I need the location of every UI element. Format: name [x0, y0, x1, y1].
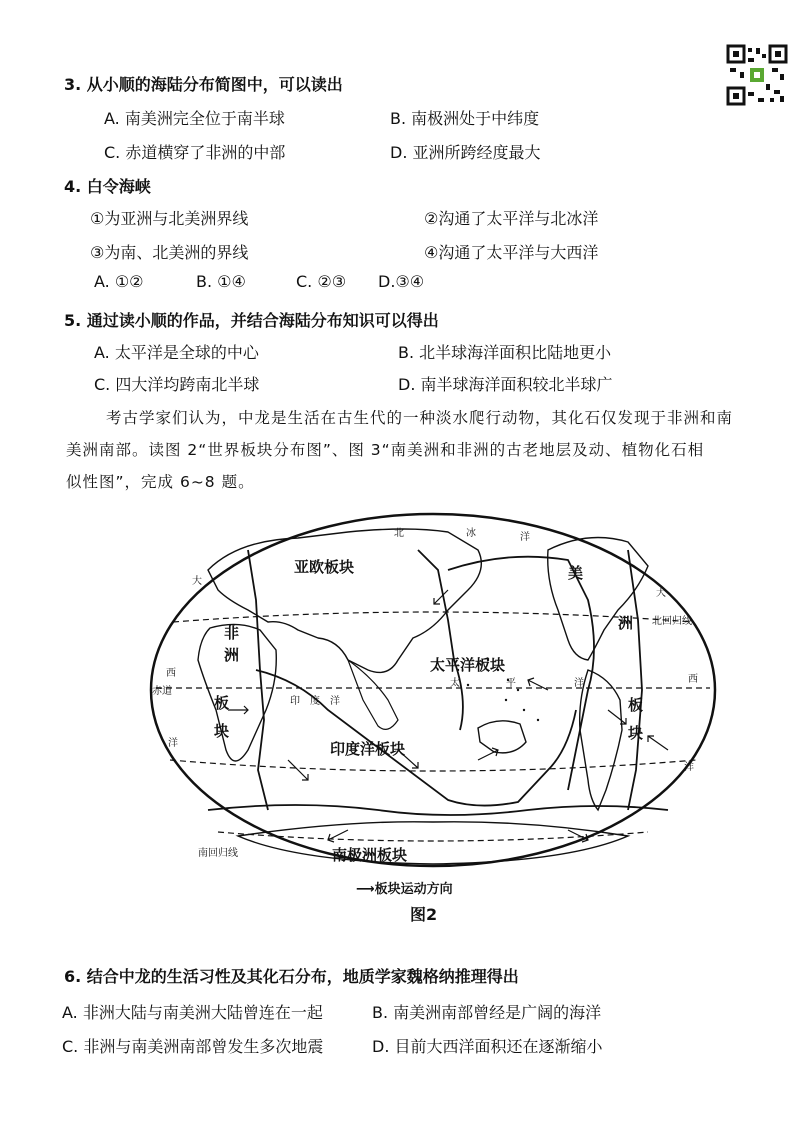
- passage: [66, 402, 766, 498]
- pacific-plate-label: 太平洋板块: [430, 656, 506, 674]
- american-plate-label-3: 板: [628, 696, 644, 714]
- atlantic-label-yang-left: 洋: [168, 738, 178, 749]
- indian-ocean-label-2: 度: [310, 696, 320, 707]
- question-5-option-c: C. 四大洋均跨南北半球: [94, 375, 260, 394]
- atlantic-label-da-left: 大: [192, 576, 202, 587]
- arctic-label-bing: 冰: [466, 528, 476, 539]
- antarctic-plate-label: 南极洲板块: [332, 846, 408, 864]
- american-plate-label-1: 美: [568, 564, 584, 582]
- question-3-option-c: C. 赤道横穿了非洲的中部: [104, 143, 286, 162]
- question-4-statement-2: ②沟通了太平洋与北冰洋: [424, 209, 599, 228]
- passage-line-2: 美洲南部。读图 2“世界板块分布图”、图 3“南美洲和非洲的古老地层及动、植物化石相: [66, 441, 705, 459]
- pacific-label-ping: 平: [506, 678, 516, 689]
- indian-plate-label: 印度洋板块: [330, 740, 406, 758]
- question-4-option-a: A. ①②: [94, 272, 144, 291]
- legend-text: 板块运动方向: [374, 882, 453, 897]
- indian-ocean-label-3: 洋: [330, 696, 340, 707]
- indian-ocean-label-1: 印: [290, 696, 300, 707]
- question-4-statement-1: ①为亚洲与北美洲界线: [90, 209, 249, 228]
- equator-label: 赤道: [152, 686, 172, 697]
- question-4-option-d: D.③④: [378, 272, 425, 291]
- question-5-stem: 5. 通过读小顺的作品，并结合海陆分布知识可以得出: [64, 311, 439, 330]
- atlantic-label-xi-left: 西: [166, 668, 176, 679]
- american-plate-label-4: 块: [628, 724, 644, 742]
- question-6-option-b: B. 南美洲南部曾经是广阔的海洋: [372, 1003, 602, 1022]
- question-4-option-c: C. ②③: [296, 272, 347, 291]
- question-5-option-b: B. 北半球海洋面积比陆地更小: [398, 343, 612, 362]
- question-3-stem: 3. 从小顺的海陆分布简图中，可以读出: [64, 75, 343, 94]
- question-3-option-a: A. 南美洲完全位于南半球: [104, 109, 285, 128]
- african-plate-label-3: 板: [214, 694, 230, 712]
- pacific-label-tai: 太: [450, 678, 460, 689]
- question-5-option-a: A. 太平洋是全球的中心: [94, 343, 259, 362]
- question-3-option-d: D. 亚洲所跨经度最大: [390, 143, 541, 162]
- arctic-label-bei: 北: [394, 528, 404, 539]
- eurasian-plate-label: 亚欧板块: [294, 558, 355, 576]
- african-plate-label-2: 洲: [224, 646, 240, 664]
- passage-line-1: 考古学家们认为，中龙是生活在古生代的一种淡水爬行动物，其化石仅发现于非洲和南: [106, 409, 734, 427]
- question-4-statement-3: ③为南、北美洲的界线: [90, 243, 249, 262]
- question-6-option-c: C. 非洲与南美洲南部曾发生多次地震: [62, 1037, 324, 1056]
- pacific-label-yang: 洋: [574, 678, 584, 689]
- arrow-right-icon: ⟶: [356, 882, 375, 897]
- passage-line-3: 似性图”，完成 6~8 题。: [66, 473, 255, 491]
- question-5-option-d: D. 南半球海洋面积较北半球广: [398, 375, 613, 394]
- world-plate-map: [148, 510, 718, 872]
- question-6-option-a: A. 非洲大陆与南美洲大陆曾连在一起: [62, 1003, 323, 1022]
- map-legend: [356, 878, 453, 897]
- question-4-statement-4: ④沟通了太平洋与大西洋: [424, 243, 599, 262]
- atlantic-label-da-right: 大: [656, 588, 666, 599]
- atlantic-label-yang-right: 洋: [684, 762, 694, 773]
- question-6-option-d: D. 目前大西洋面积还在逐渐缩小: [372, 1037, 603, 1056]
- question-4-stem: 4. 白令海峡: [64, 177, 151, 196]
- arctic-label-yang: 洋: [520, 532, 530, 543]
- american-plate-label-2: 洲: [618, 614, 634, 632]
- question-3-option-b: B. 南极洲处于中纬度: [390, 109, 540, 128]
- tropic-cancer-label: 北回归线: [652, 616, 692, 627]
- question-6-stem: 6. 结合中龙的生活习性及其化石分布，地质学家魏格纳推理得出: [64, 967, 519, 986]
- tropic-capricorn-label: 南回归线: [198, 848, 238, 859]
- question-4-option-b: B. ①④: [196, 272, 246, 291]
- qr-code: [726, 44, 788, 106]
- figure-caption: 图2: [410, 905, 438, 924]
- african-plate-label-4: 块: [214, 722, 230, 740]
- african-plate-label-1: 非: [224, 624, 240, 642]
- atlantic-label-xi-right: 西: [688, 674, 698, 685]
